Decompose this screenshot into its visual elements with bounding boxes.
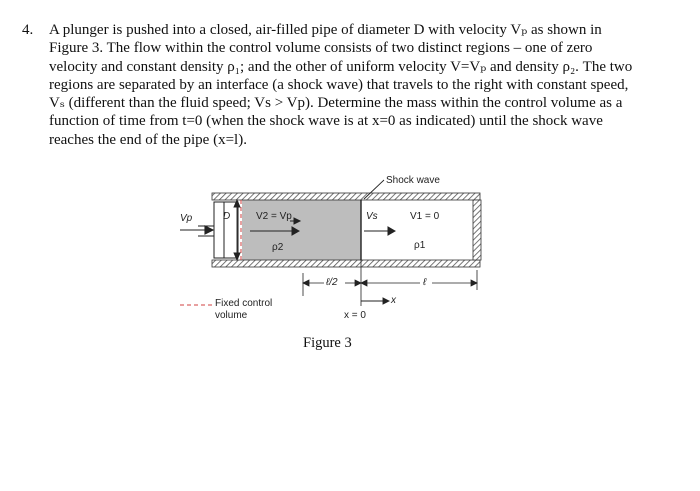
diameter-label: D xyxy=(223,211,231,222)
problem-line: A plunger is pushed into a closed, air-filled pipe of diameter D with velocity Vₚ as shown in xyxy=(49,22,602,38)
problem-line: velocity and constant density ρ₁; and the other of uniform velocity V=Vₚ and density ρ₂. The two xyxy=(49,58,633,75)
compressed-gas-region xyxy=(242,200,361,260)
pipe-end-cap xyxy=(473,200,481,260)
x-axis-label: x xyxy=(391,295,396,306)
vs-label: Vs xyxy=(366,211,378,222)
length-label: ℓ xyxy=(423,277,427,288)
problem-line: Vₛ (different than the fluid speed; Vs > Vp). Determine the mass within the control volume as a xyxy=(49,95,623,112)
problem-line: Figure 3. The flow within the control volume consists of two distinct regions – one of zero xyxy=(49,40,593,57)
half-length-label: ℓ/2 xyxy=(326,277,338,288)
vp-arrow xyxy=(180,226,213,234)
legend-label-line2: volume xyxy=(215,310,248,321)
v2-label: V2 = Vp xyxy=(256,211,292,222)
v1-label: V1 = 0 xyxy=(410,211,440,222)
x0-label: x = 0 xyxy=(344,310,366,321)
pipe-top-wall xyxy=(212,193,480,200)
figure-caption: Figure 3 xyxy=(303,335,352,351)
problem-line: function of time from t=0 (when the shock wave is at x=0 as indicated) until the shock wave xyxy=(49,113,603,130)
shock-wave-label: Shock wave xyxy=(386,175,440,186)
legend-label-line1: Fixed control xyxy=(215,298,273,309)
vp-label: Vp xyxy=(180,213,193,224)
problem-number: 4. xyxy=(22,22,34,38)
x-axis-arrow xyxy=(361,298,389,304)
problem-line: regions are separated by an interface (a shock wave) that travels to the right with constant speed, xyxy=(49,76,629,93)
rho2-label: ρ2 xyxy=(272,242,284,253)
pipe-bottom-wall xyxy=(212,260,480,267)
vs-arrow xyxy=(364,227,395,235)
rho1-label: ρ1 xyxy=(414,240,426,251)
length-dimension xyxy=(361,270,477,290)
problem-line: reaches the end of the pipe (x=l). xyxy=(49,131,247,148)
